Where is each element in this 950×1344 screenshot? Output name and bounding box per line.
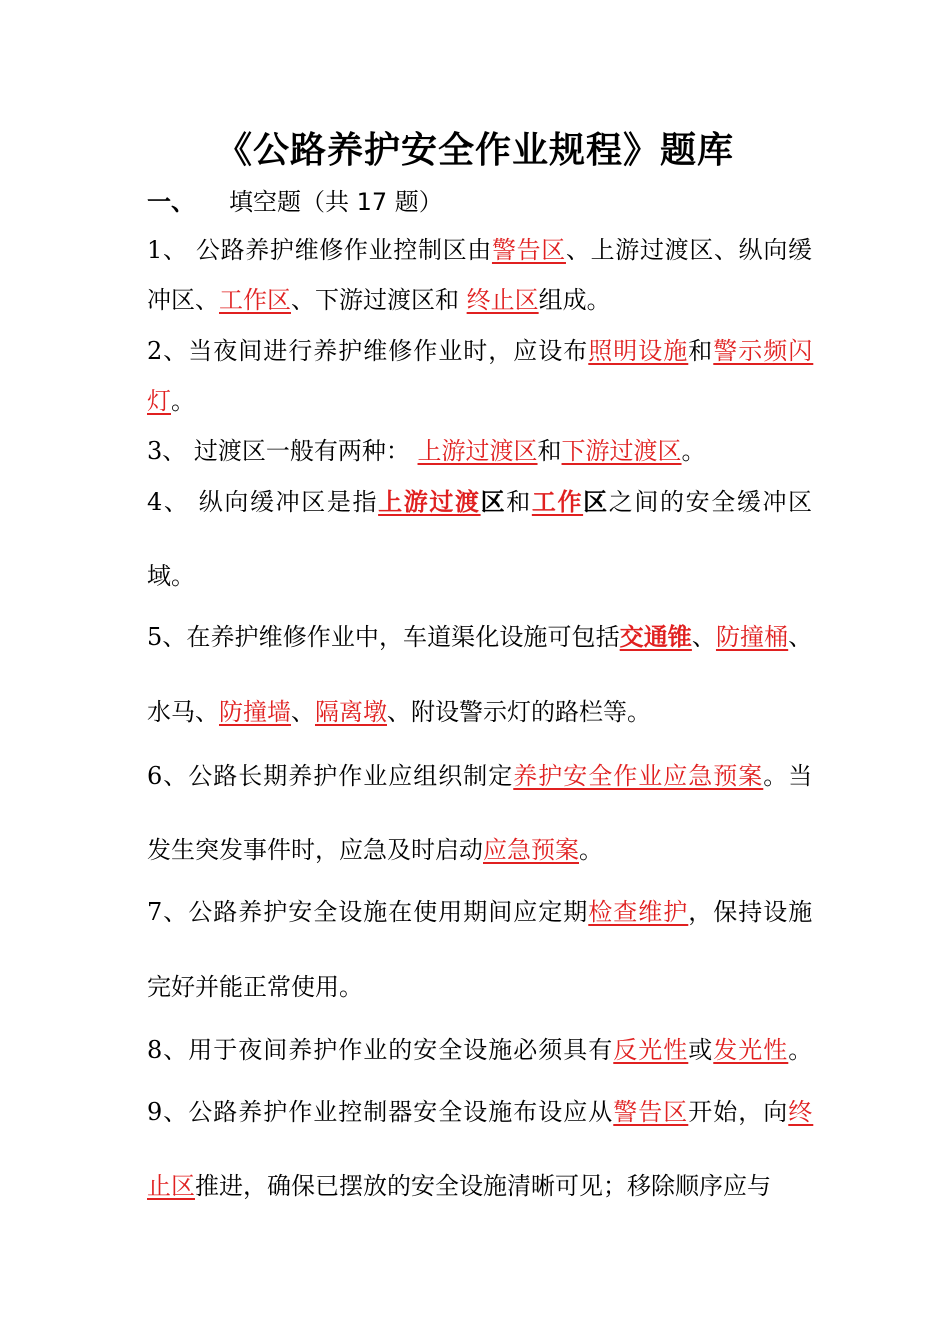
question-line <box>147 967 363 1002</box>
question-text: 推进，确保已摆放的安全设施清晰可见；移除顺序应与 <box>195 1172 771 1200</box>
answer-blank: 照明设施 <box>588 337 689 365</box>
answer-blank: 防撞桶 <box>715 623 789 651</box>
answer-blank: 上游过渡 <box>378 487 481 516</box>
answer-blank: 检查维护 <box>588 898 689 926</box>
question-line <box>147 1166 771 1201</box>
question-line <box>147 381 195 416</box>
question-text: 。当 <box>763 762 814 790</box>
question-line <box>147 1092 813 1127</box>
question-text: 5、在养护维修作业中，车道渠化设施可包括 <box>147 623 620 651</box>
question-text: ，保持设施 <box>688 898 814 926</box>
question-text: 3、 过渡区一般有两种： <box>147 437 418 465</box>
answer-blank: 灯 <box>147 387 171 415</box>
question-text: 8、用于夜间养护作业的安全设施必须具有 <box>147 1036 614 1064</box>
question-text: 、下游过渡区和 <box>291 286 467 314</box>
question-line <box>147 692 651 727</box>
question-text: 区 <box>480 487 507 516</box>
question-text: 或 <box>688 1036 714 1064</box>
answer-blank: 工作 <box>531 487 584 516</box>
question-line <box>147 230 813 265</box>
question-text: 。 <box>788 1036 814 1064</box>
answer-blank: 工作区 <box>219 286 291 314</box>
question-text: 1、 公路养护维修作业控制区由 <box>147 236 492 264</box>
section-heading <box>147 182 443 217</box>
question-text: 发生突发事件时，应急及时启动 <box>147 836 483 864</box>
question-text: 。 <box>171 387 195 415</box>
question-text: 。 <box>579 836 603 864</box>
question-line <box>147 1030 813 1065</box>
question-line <box>147 331 813 366</box>
answer-blank: 终 <box>788 1098 814 1126</box>
answer-blank: 交通锥 <box>619 622 692 651</box>
answer-blank: 养护安全作业应急预案 <box>513 762 764 790</box>
answer-blank: 下游过渡区 <box>561 437 682 465</box>
answer-blank: 应急预案 <box>483 836 579 864</box>
question-text: 完好并能正常使用。 <box>147 973 363 1001</box>
answer-blank: 反光性 <box>613 1036 689 1064</box>
question-text: 、 <box>691 623 716 651</box>
question-text: 4、 纵向缓冲区是指 <box>147 488 379 516</box>
question-text: 、上游过渡区、纵向缓 <box>565 236 813 264</box>
question-line <box>147 756 813 791</box>
question-text: 。 <box>681 437 706 465</box>
section-label: 填空题（共 17 题） <box>229 188 443 216</box>
answer-blank: 警告区 <box>491 236 566 264</box>
answer-blank: 止区 <box>147 1172 195 1200</box>
question-line <box>147 556 195 591</box>
question-line <box>147 280 611 315</box>
question-text: 2、当夜间进行养护维修作业时，应设布 <box>147 337 589 365</box>
question-line <box>147 617 812 652</box>
answer-blank: 发光性 <box>713 1036 789 1064</box>
question-text: 之间的安全缓冲区 <box>608 488 814 516</box>
answer-blank: 上游过渡区 <box>417 437 538 465</box>
answer-blank: 防撞墙 <box>219 698 291 726</box>
question-text: 、 <box>788 623 813 651</box>
question-text: 和 <box>506 488 532 516</box>
question-text: 6、公路长期养护作业应组织制定 <box>147 762 514 790</box>
question-text: 和 <box>688 337 714 365</box>
answer-blank: 终止区 <box>466 286 539 314</box>
answer-blank: 警示频闪 <box>713 337 814 365</box>
page-title: 《公路养护安全作业规程》题库 <box>215 130 734 171</box>
question-text: 9、公路养护作业控制器安全设施布设应从 <box>147 1098 614 1126</box>
question-line <box>147 830 603 865</box>
question-line <box>147 482 814 517</box>
question-text: 水马、 <box>147 698 219 726</box>
question-text: 和 <box>537 437 562 465</box>
question-text: 、 <box>291 698 315 726</box>
answer-blank: 警告区 <box>613 1098 689 1126</box>
question-text: 、附设警示灯的路栏等。 <box>387 698 651 726</box>
question-text: 开始，向 <box>688 1098 789 1126</box>
question-text: 7、公路养护安全设施在使用期间应定期 <box>147 898 589 926</box>
question-text: 域。 <box>147 562 195 590</box>
question-text: 组成。 <box>538 286 611 314</box>
question-text: 冲区、 <box>147 286 219 314</box>
answer-blank: 隔离墩 <box>315 698 387 726</box>
section-number: 一、 <box>147 188 195 216</box>
question-line <box>147 431 706 466</box>
question-text: 区 <box>583 487 609 516</box>
question-line <box>147 892 813 927</box>
